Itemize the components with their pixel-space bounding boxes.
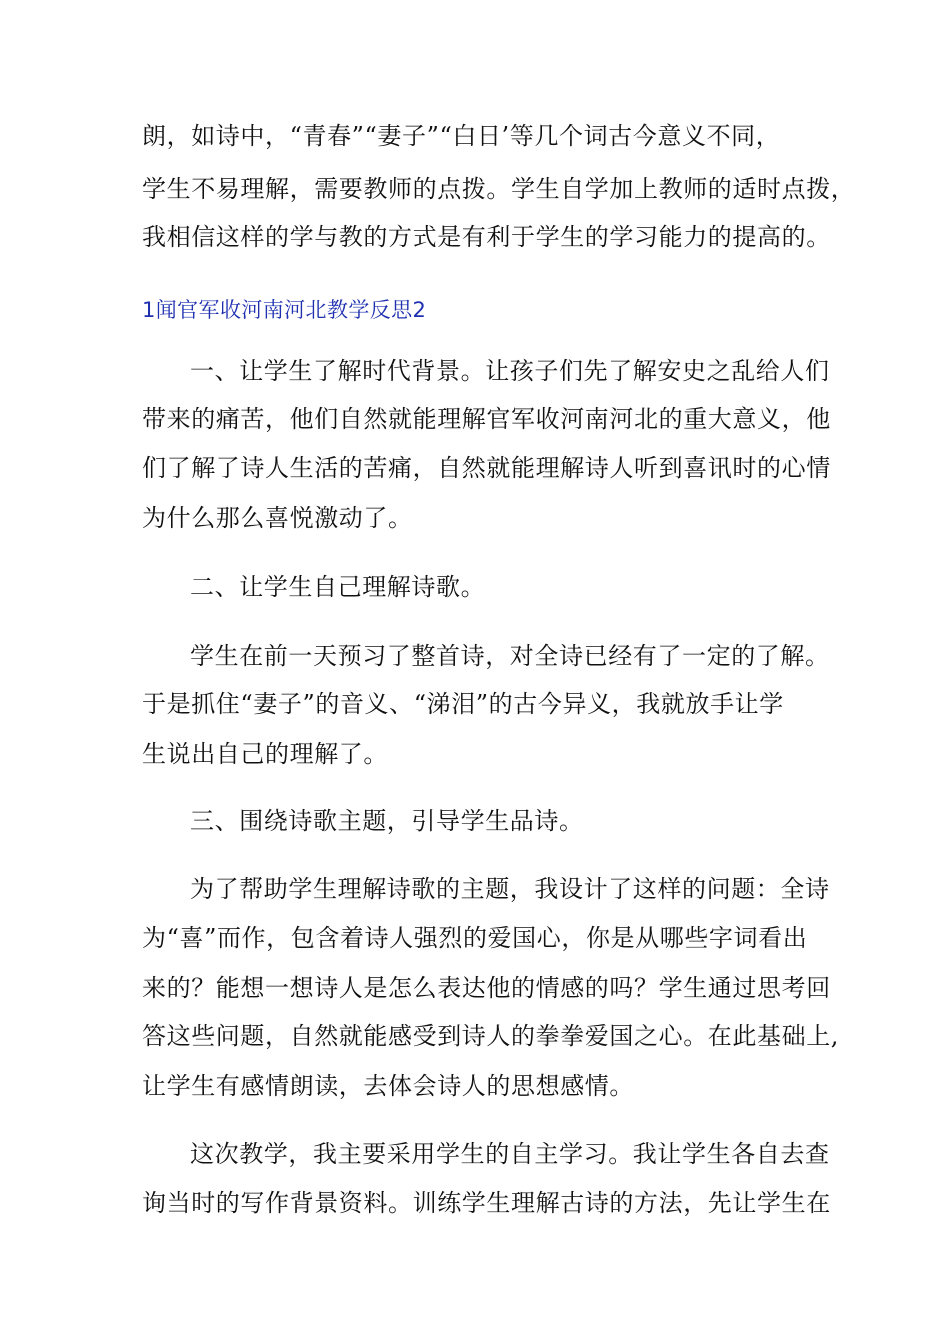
para3-line-3: 生说出自己的理解了。 — [142, 740, 388, 768]
para1-line-2: 带来的痛苦，他们自然就能理解官军收河南河北的重大意义，他 — [142, 405, 831, 433]
para1-line-3: 们了解了诗人生活的苦痛，自然就能理解诗人听到喜讯时的心情 — [142, 454, 831, 482]
para2-line-1: 二、让学生自己理解诗歌。 — [190, 573, 486, 601]
para5-line-1: 为了帮助学生理解诗歌的主题，我设计了这样的问题：全诗 — [190, 875, 830, 903]
para6-line-2: 询当时的写作背景资料。训练学生理解古诗的方法，先让学生在 — [142, 1189, 831, 1217]
intro-line-1: 朗，如诗中，“青春”“妻子”“白日’等几个词古今意义不同， — [142, 122, 781, 150]
intro-line-2: 学生不易理解，需要教师的点拨。学生自学加上教师的适时点拨， — [142, 175, 856, 203]
para1-line-4: 为什么那么喜悦激动了。 — [142, 504, 413, 532]
intro-line-3: 我相信这样的学与教的方式是有利于学生的学习能力的提高的。 — [142, 223, 831, 251]
para6-line-1: 这次教学，我主要采用学生的自主学习。我让学生各自去查 — [190, 1140, 830, 1168]
para3-line-1: 学生在前一天预习了整首诗，对全诗已经有了一定的了解。 — [190, 642, 830, 670]
para5-line-3: 来的？能想一想诗人是怎么表达他的情感的吗？学生通过思考回 — [142, 974, 831, 1002]
para5-line-2: 为“喜”而作，包含着诗人强烈的爱国心，你是从哪些字词看出 — [142, 924, 808, 952]
para5-line-5: 让学生有感情朗读，去体会诗人的思想感情。 — [142, 1072, 634, 1100]
section-heading: 1闻官军收河南河北教学反思2 — [142, 298, 427, 322]
para5-line-4: 答这些问题，自然就能感受到诗人的拳拳爱国之心。在此基础上, — [142, 1022, 840, 1050]
para4-line-1: 三、围绕诗歌主题，引导学生品诗。 — [190, 807, 584, 835]
para1-line-1: 一、让学生了解时代背景。让孩子们先了解安史之乱给人们 — [190, 357, 830, 385]
para3-line-2: 于是抓住“妻子”的音义、“涕泪”的古今异义，我就放手让学 — [142, 690, 784, 718]
